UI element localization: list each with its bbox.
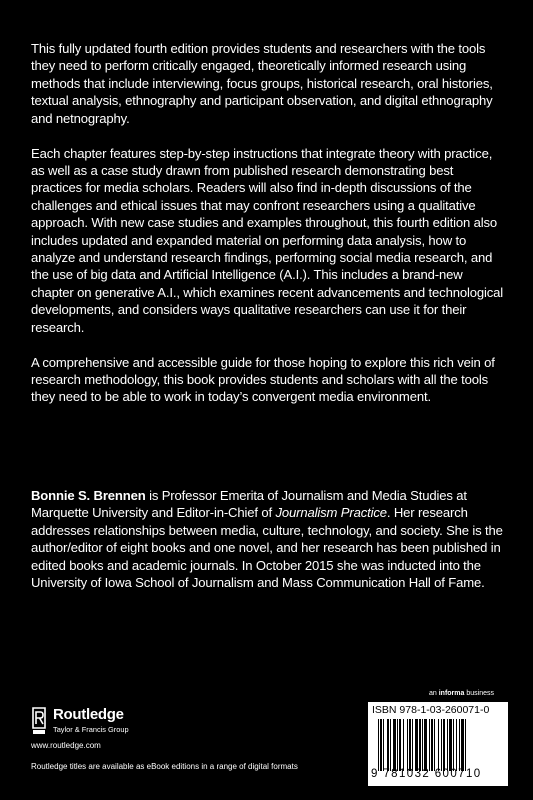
author-name: Bonnie S. Brennen xyxy=(31,488,146,503)
barcode-bar xyxy=(409,719,411,771)
description-paragraph-3: A comprehensive and accessible guide for those hoping to explore this rich vein of research methodology, this book provides students and scholars with all the tools they need to be able to work in today’s convergent media environment. xyxy=(31,354,495,405)
barcode-bar xyxy=(449,719,452,771)
barcode-bar xyxy=(434,719,435,771)
barcode-digits: 9 781032 600710 xyxy=(371,768,482,780)
informa-brand: informa xyxy=(438,690,465,697)
journal-title: Journalism Practice xyxy=(275,505,387,521)
author-bio-text-2: . Her research addresses relationships between media, culture, technology, and society. She is the author/editor of eight books and one novel, and her research has been published in edited books and academic journals. In October 2015 she was inducted into the University of Iowa School of Journalism and Mass Communication Hall of Fame. xyxy=(31,505,503,591)
isbn-label: ISBN 978-1-03-260071-0 xyxy=(372,704,490,716)
barcode-bar xyxy=(397,719,398,771)
description-paragraph-2: Each chapter features step-by-step instructions that integrate theory with practice, as well as a case study drawn from published research demonstrating best practices for media scholars. Readers will also find in-depth discussions of the challenges and ethical issues that may confront researchers using a qualitative approach. With new case studies and examples throughout, this fourth edition also includes updated and expanded material on performing data analysis, how to analyze and understand research findings, performing social media research, and the use of big data and Artificial Intelligence (A.I.). This includes a brand-new chapter on generative A.I., which examines recent advancements and technological developments, and considers ways qualitative researchers can use it for their research. xyxy=(31,145,504,335)
barcode-bar xyxy=(393,719,396,771)
barcode-bar xyxy=(383,719,384,771)
barcode-bar xyxy=(431,719,433,771)
description-paragraph-1: This fully updated fourth edition provides students and researchers with the tools they need to perform critically engaged, theoretically informed research using methods that include interviewing, focus groups, historical research, oral histories, textual analysis, ethnography and participant observation, and digital ethnography and netnography. xyxy=(31,41,493,126)
author-bio-text-1: is Professor Emerita of Journalism and Media Studies at Marquette University and Editor-in-Chief of xyxy=(31,488,467,521)
informa-prefix: an xyxy=(429,690,439,697)
barcode-bar xyxy=(461,719,464,771)
barcode xyxy=(368,702,508,786)
barcode-bar xyxy=(424,719,427,771)
barcode-bar xyxy=(447,719,448,771)
barcode-bar xyxy=(459,719,460,771)
barcode-bar xyxy=(422,719,423,771)
barcode-bar xyxy=(453,719,454,771)
barcode-bar xyxy=(380,719,382,771)
barcode-bar xyxy=(438,719,439,771)
barcode-bar xyxy=(399,719,401,771)
barcode-bar xyxy=(387,719,389,771)
publisher-subtitle: Taylor & Francis Group xyxy=(53,725,129,734)
routledge-r-icon xyxy=(31,706,47,736)
publisher-name: Routledge xyxy=(53,706,124,723)
barcode-bar xyxy=(378,719,379,771)
author-bio xyxy=(31,487,506,591)
barcode-bar xyxy=(407,719,408,771)
barcode-bar xyxy=(412,719,413,771)
barcode-bar xyxy=(403,719,404,771)
barcode-bar xyxy=(429,719,430,771)
barcode-bar xyxy=(390,719,391,771)
barcode-bar xyxy=(465,719,466,771)
barcode-bar xyxy=(441,719,442,771)
informa-suffix: business xyxy=(464,690,494,697)
informa-tagline xyxy=(429,690,494,697)
publisher-logo xyxy=(31,706,201,740)
barcode-bar xyxy=(443,719,445,771)
barcode-bar xyxy=(419,719,421,771)
ebook-footnote: Routledge titles are available as eBook editions in a range of digital formats xyxy=(31,762,298,771)
publisher-website: www.routledge.com xyxy=(31,741,101,750)
description xyxy=(31,40,506,423)
barcode-bar xyxy=(456,719,457,771)
barcode-bars xyxy=(378,719,504,771)
barcode-bar xyxy=(415,719,418,771)
